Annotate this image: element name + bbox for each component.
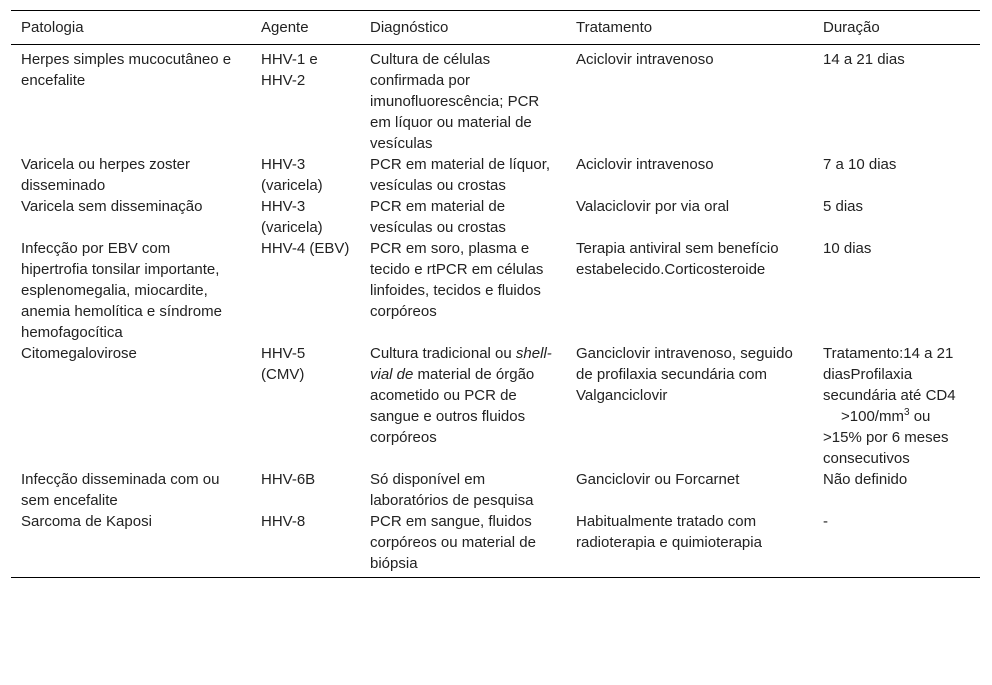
duracao-text-a: Tratamento:14 a 21 diasProfilaxia secundária até CD4	[823, 345, 956, 404]
table-header	[11, 11, 980, 45]
table-row	[11, 469, 980, 511]
duracao-superscript: 3	[903, 407, 910, 418]
cell-duracao	[813, 343, 980, 469]
cell-agente: HHV-6B	[261, 471, 316, 488]
diagnostico-text-italic: shell-vial de	[370, 345, 552, 383]
table-row	[11, 343, 980, 469]
cell-duracao: -	[823, 513, 828, 530]
cell-agente: HHV-5 (CMV)	[261, 345, 306, 383]
header-tratamento: Tratamento	[576, 19, 653, 36]
table-row	[11, 196, 980, 238]
cell-agente: HHV-1 e HHV-2	[261, 51, 318, 89]
cell-patologia: Infecção disseminada com ou sem encefalite	[21, 471, 220, 509]
cell-agente: HHV-4 (EBV)	[261, 240, 350, 257]
diagnostico-text-pre: Cultura tradicional ou	[370, 345, 516, 362]
cell-diagnostico: PCR em material de líquor, vesículas ou crostas	[370, 156, 551, 194]
cell-patologia: Citomegalovirose	[21, 345, 137, 362]
cell-agente: HHV-3 (varicela)	[261, 198, 323, 236]
diagnostico-text-post: material de órgão acometido ou PCR de sangue e outros fluidos corpóreos	[370, 366, 535, 446]
cell-duracao: Não definido	[823, 471, 908, 488]
cell-diagnostico: PCR em sangue, fluidos corpóreos ou material de biópsia	[370, 513, 536, 572]
cell-patologia: Varicela sem disseminação	[21, 198, 203, 215]
cell-duracao: 14 a 21 dias	[823, 51, 905, 68]
cell-diagnostico: Cultura de células confirmada por imunofluorescência; PCR em líquor ou material de vesículas	[370, 51, 540, 152]
duracao-text-b: >100/mm	[841, 408, 904, 425]
cell-tratamento: Habitualmente tratado com radioterapia e quimioterapia	[576, 513, 762, 551]
cell-patologia: Sarcoma de Kaposi	[21, 513, 152, 530]
cell-diagnostico: PCR em soro, plasma e tecido e rtPCR em células linfoides, tecidos e fluidos corpóreos	[370, 240, 544, 320]
cell-diagnostico: PCR em material de vesículas ou crostas	[370, 198, 506, 236]
duracao-text-d: >15% por 6 meses consecutivos	[823, 429, 949, 467]
cell-agente: HHV-8	[261, 513, 306, 530]
cell-duracao: 7 a 10 dias	[823, 156, 897, 173]
table-body	[11, 45, 980, 578]
table-row	[11, 511, 980, 578]
cell-tratamento: Aciclovir intravenoso	[576, 51, 714, 68]
herpesvirus-table-container	[11, 10, 980, 578]
cell-patologia: Varicela ou herpes zoster disseminado	[21, 156, 190, 194]
duracao-text-c: ou	[913, 408, 931, 425]
header-row	[11, 11, 980, 45]
header-diagnostico: Diagnóstico	[370, 19, 449, 36]
cell-patologia: Infecção por EBV com hipertrofia tonsilar importante, esplenomegalia, miocardite, anemia hemolítica e síndrome hemofagocítica	[21, 240, 222, 341]
header-agente: Agente	[261, 19, 309, 36]
table-row	[11, 154, 980, 196]
header-patologia: Patologia	[21, 19, 84, 36]
cell-tratamento: Terapia antiviral sem benefício estabelecido.Corticosteroide	[576, 240, 779, 278]
herpesvirus-table	[11, 10, 980, 578]
cell-agente: HHV-3 (varicela)	[261, 156, 323, 194]
header-duracao: Duração	[823, 19, 880, 36]
cell-duracao: 10 dias	[823, 240, 872, 257]
cell-tratamento: Ganciclovir intravenoso, seguido de profilaxia secundária com Valganciclovir	[576, 345, 793, 404]
cell-diagnostico	[360, 343, 566, 469]
cell-tratamento: Aciclovir intravenoso	[576, 156, 714, 173]
cell-patologia: Herpes simples mucocutâneo e encefalite	[21, 51, 232, 89]
cell-tratamento: Valaciclovir por via oral	[576, 198, 730, 215]
table-row	[11, 238, 980, 343]
cell-diagnostico: Só disponível em laboratórios de pesquisa	[370, 471, 534, 509]
table-row	[11, 45, 980, 155]
cell-tratamento: Ganciclovir ou Forcarnet	[576, 471, 740, 488]
cell-duracao: 5 dias	[823, 198, 864, 215]
